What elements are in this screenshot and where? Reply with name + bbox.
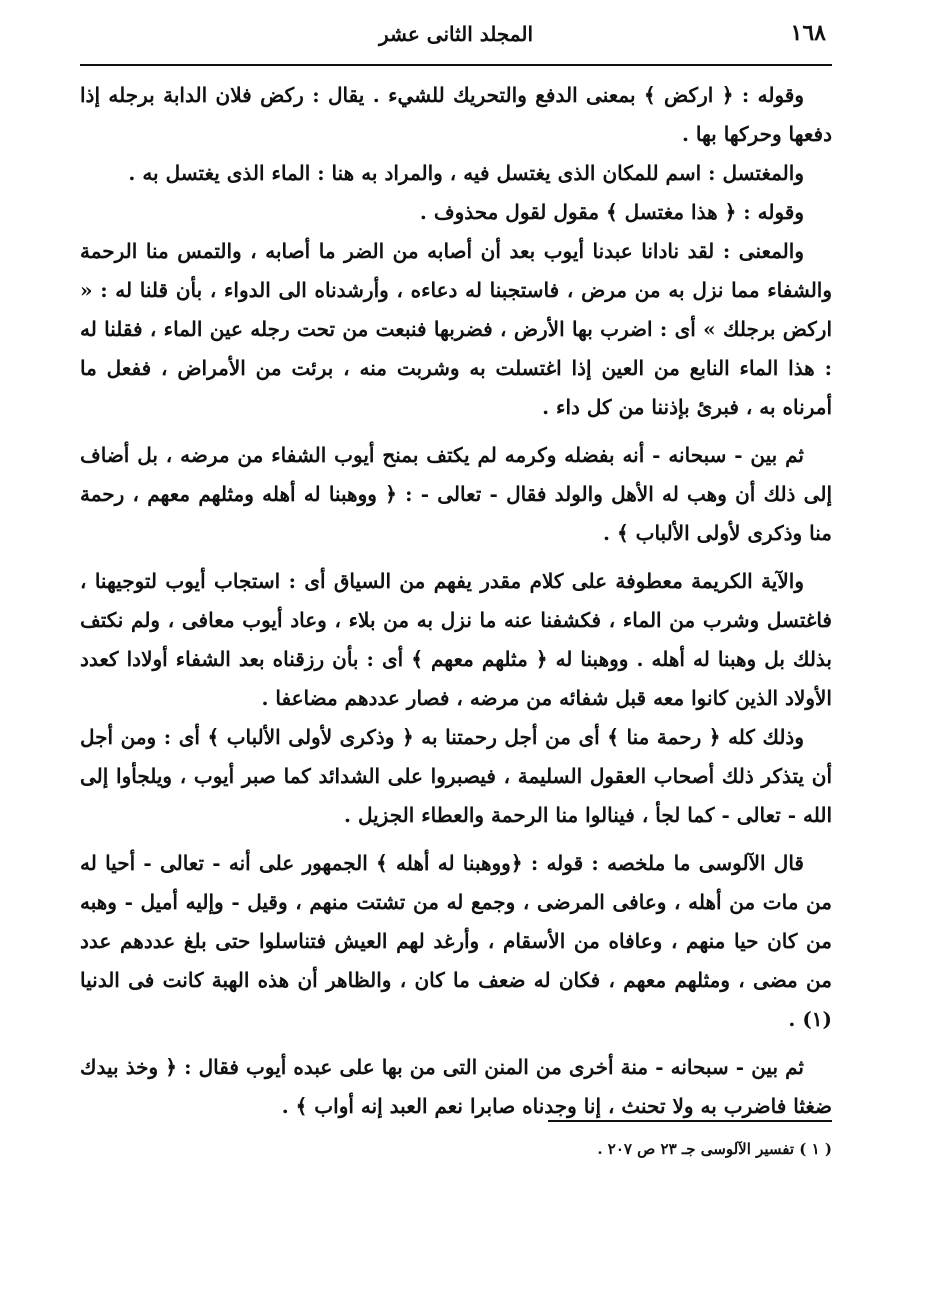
paragraph-6: والآية الكريمة معطوفة على كلام مقدر يفهم من السياق أى : استجاب أيوب لتوجيهنا ، فاغتسل وشرب من الماء ، فكشفنا عنه ما نزل به من بلاء ، وعاد أيوب معافى ، ولم نكتف بذلك بل وهبنا له أهله . ووهبنا له ﴿ مثلهم معهم ﴾ أى : بأن رزقناه بعد الشفاء أولادا كعدد الأولاد الذين كانوا معه قبل شفائه من مرضه ، فصار عددهم مضاعفا . bbox=[80, 569, 832, 710]
footnote-rule bbox=[548, 1120, 832, 1122]
paragraph-3: وقوله : ﴿ هذا مغتسل ﴾ مقول لقول محذوف . bbox=[419, 200, 804, 224]
paragraph-4: والمعنى : لقد نادانا عبدنا أيوب بعد أن أصابه من الضر ما أصابه ، والتمس منا الرحمة والشفاء مما نزل به من مرض ، فاستجبنا له دعاءه ، وأرشدناه الى الدواء ، بأن قلنا له : « اركض برجلك » أى : اضرب بها الأرض ، فضربها فنبعت من تحت رجله عين الماء ، فقلنا له : هذا الماء النابع من العين إذا اغتسلت به وشربت منه ، برئت من الأمراض ، ففعل ما أمرناه به ، فبرئ بإذننا من كل داء . bbox=[80, 239, 832, 419]
page-header bbox=[80, 14, 832, 54]
paragraph-2: والمغتسل : اسم للمكان الذى يغتسل فيه ، والمراد به هنا : الماء الذى يغتسل به . bbox=[128, 161, 804, 185]
paragraph-8: قال الآلوسى ما ملخصه : قوله : ﴿ووهبنا له أهله ﴾ الجمهور على أنه - تعالى - أحيا له من مات من أهله ، وعافى المرضى ، وجمع له من تشتت منهم ، وقيل - وإليه أميل - وهبه من كان حيا منهم ، وعافاه من الأسقام ، وأرغد لهم العيش فتناسلوا حتى بلغ عددهم عدد من مضى ، ومثلهم معهم ، فكان له ضعف ما كان ، والظاهر أن هذه الهبة كانت فى الدنيا (١) . bbox=[80, 851, 832, 1031]
header-rule bbox=[80, 64, 832, 66]
body-text bbox=[80, 76, 832, 1126]
paragraph-9: ثم بين - سبحانه - منة أخرى من المنن التى من بها على عبده أيوب فقال : ﴿ وخذ بيدك ضغثا فاضرب به ولا تحنث ، إنا وجدناه صابرا نعم العبد إنه أواب ﴾ . bbox=[80, 1055, 832, 1118]
paragraph-1: وقوله : ﴿ اركض ﴾ بمعنى الدفع والتحريك للشيء . يقال : ركض فلان الدابة برجله إذا دفعها وحركها بها . bbox=[80, 83, 832, 146]
paragraph-5: ثم بين - سبحانه - أنه بفضله وكرمه لم يكتف بمنح أيوب الشفاء من مرضه ، بل أضاف إلى ذلك أن وهب له الأهل والولد فقال - تعالى - : ﴿ ووهبنا له أهله ومثلهم معهم ، رحمة منا وذكرى لأولى الألباب ﴾ . bbox=[80, 443, 832, 545]
page-number: ١٦٨ bbox=[790, 20, 826, 46]
running-title: المجلد الثانى عشر bbox=[379, 22, 533, 46]
footnote: ( ١ ) تفسير الآلوسى جـ ٢٣ ص ٢٠٧ . bbox=[597, 1140, 832, 1158]
paragraph-7: وذلك كله ﴿ رحمة منا ﴾ أى من أجل رحمتنا به ﴿ وذكرى لأولى الألباب ﴾ أى : ومن أجل أن يتذكر ذلك أصحاب العقول السليمة ، فيصبروا على الشدائد كما صبر أيوب ، ويلجأوا إلى الله - تعالى - كما لجأ ، فينالوا منا الرحمة والعطاء الجزيل . bbox=[80, 725, 832, 827]
